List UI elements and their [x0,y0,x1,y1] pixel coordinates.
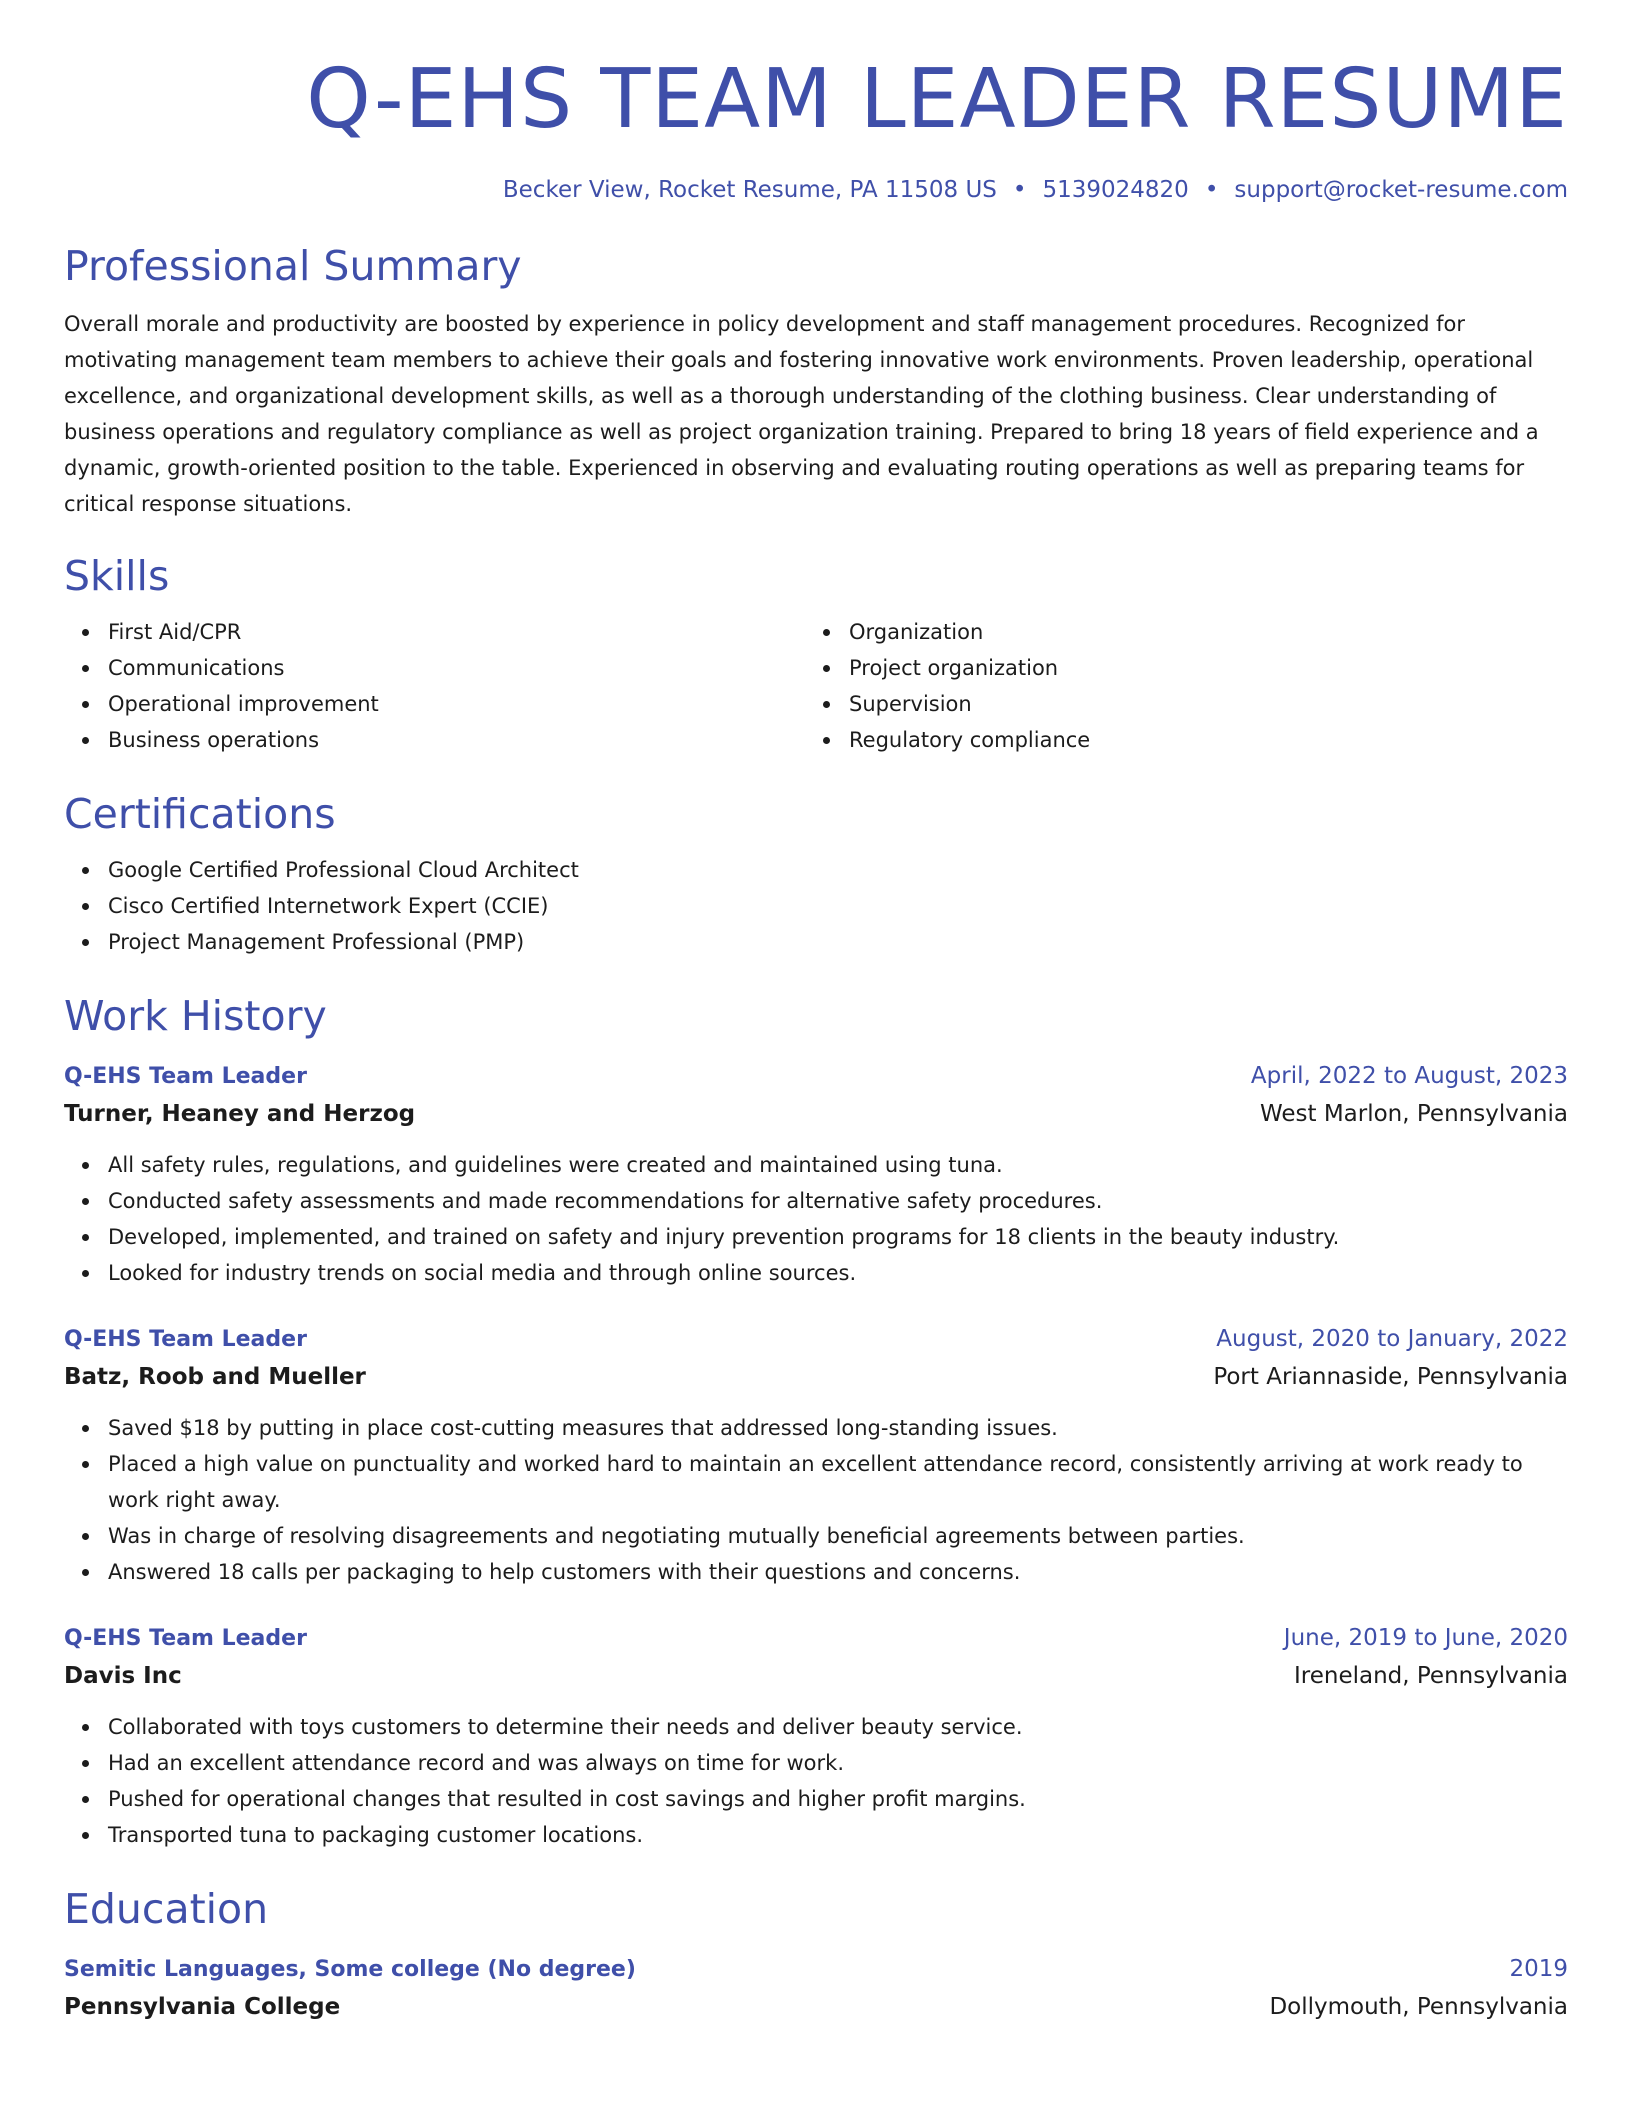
job-company: Davis Inc [64,1663,182,1689]
job-title: Q-EHS Team Leader [64,1064,307,1089]
summary-text: Overall morale and productivity are boosted by experience in policy development and staff management procedures. Recognized for motivating management team members to achieve their goals and fostering innovative work environments. Proven leadership, operational excellence, and organizational development skills, as well as a thorough understanding of the clothing business. Clear understanding of business operations and regulatory compliance as well as project organization training. Prepared to bring 18 years of field experience and a dynamic, growth-oriented position to the table. Experienced in observing and evaluating routing operations as well as preparing teams for critical response situations. [64,312,1539,516]
job-subheader [64,1095,1568,1133]
education-header [64,1951,1568,1988]
job-dates: August, 2020 to January, 2022 [1216,1326,1568,1352]
education-section [64,1883,1568,2026]
list-item: Communications [108,650,805,686]
job-duties [64,1709,1568,1853]
education-location: Dollymouth, Pennsylvania [1269,1994,1568,2020]
skills-section [64,550,1568,758]
list-item: Google Certified Professional Cloud Architect [108,852,1568,888]
list-item: Answered 18 calls per packaging to help customers with their questions and concerns. [108,1554,1568,1590]
job-subheader [64,1657,1568,1695]
job-header [64,1620,1568,1657]
job-title: Q-EHS Team Leader [64,1327,307,1352]
summary-section [64,240,1568,522]
list-item: Cisco Certified Internetwork Expert (CCIE) [108,888,1568,924]
work-history-section [64,990,1568,1853]
list-item: Supervision [849,686,1546,722]
job-title: Q-EHS Team Leader [64,1626,307,1651]
education-school: Pennsylvania College [64,1994,341,2020]
job-header [64,1321,1568,1358]
list-item: Organization [849,614,1546,650]
skills-column-right [805,614,1546,758]
job-duties [64,1410,1568,1590]
skills-list-right [805,614,1546,758]
education-year: 2019 [1509,1956,1568,1982]
list-item: Conducted safety assessments and made recommendations for alternative safety procedures. [108,1183,1568,1219]
job-header [64,1058,1568,1095]
separator-dot: • [1204,177,1219,203]
contact-email: support@rocket-resume.com [1234,177,1568,203]
list-item: Pushed for operational changes that resulted in cost savings and higher profit margins. [108,1781,1568,1817]
skills-heading: Skills [64,552,170,600]
education-entry [64,1951,1568,2026]
skills-column-left [64,614,805,758]
job-location: Port Ariannaside, Pennsylvania [1213,1364,1568,1390]
list-item: Had an excellent attendance record and was always on time for work. [108,1745,1568,1781]
certifications-heading: Certifications [64,790,336,838]
list-item: Project Management Professional (PMP) [108,924,1568,960]
list-item: Was in charge of resolving disagreements and negotiating mutually beneficial agreements between parties. [108,1518,1568,1554]
list-item: Project organization [849,650,1546,686]
list-item: First Aid/CPR [108,614,805,650]
skills-list-left [64,614,805,758]
job-dates: June, 2019 to June, 2020 [1283,1625,1568,1651]
summary-heading: Professional Summary [64,242,522,290]
job-entry [64,1058,1568,1291]
separator-dot: • [1012,177,1027,203]
resume-title: Q-EHS TEAM LEADER RESUME [306,52,1568,147]
list-item: Regulatory compliance [849,722,1546,758]
list-item: Business operations [108,722,805,758]
job-duties [64,1147,1568,1291]
work-history-heading: Work History [64,992,327,1040]
job-subheader [64,1358,1568,1396]
list-item: Collaborated with toys customers to determine their needs and deliver beauty service. [108,1709,1568,1745]
list-item: All safety rules, regulations, and guidelines were created and maintained using tuna. [108,1147,1568,1183]
job-company: Batz, Roob and Mueller [64,1364,366,1390]
certifications-list [64,852,1568,960]
education-subheader [64,1988,1568,2026]
education-degree: Semitic Languages, Some college (No degree) [64,1957,636,1982]
list-item: Saved $18 by putting in place cost-cutting measures that addressed long-standing issues. [108,1410,1568,1446]
education-heading: Education [64,1885,269,1933]
list-item: Looked for industry trends on social media and through online sources. [108,1255,1568,1291]
list-item: Developed, implemented, and trained on safety and injury prevention programs for 18 clients in the beauty industry. [108,1219,1568,1255]
job-entry [64,1620,1568,1853]
job-company: Turner, Heaney and Herzog [64,1101,416,1127]
list-item: Operational improvement [108,686,805,722]
job-dates: April, 2022 to August, 2023 [1250,1063,1568,1089]
contact-phone: 5139024820 [1042,177,1189,203]
certifications-section [64,788,1568,960]
list-item: Placed a high value on punctuality and worked hard to maintain an excellent attendance record, consistently arriving at work ready to work right away. [108,1446,1568,1518]
list-item: Transported tuna to packaging customer locations. [108,1817,1568,1853]
job-location: West Marlon, Pennsylvania [1259,1101,1568,1127]
contact-line [64,174,1568,206]
job-location: Ireneland, Pennsylvania [1293,1663,1568,1689]
contact-address: Becker View, Rocket Resume, PA 11508 US [502,177,997,203]
job-entry [64,1321,1568,1590]
skills-grid [64,614,1568,758]
